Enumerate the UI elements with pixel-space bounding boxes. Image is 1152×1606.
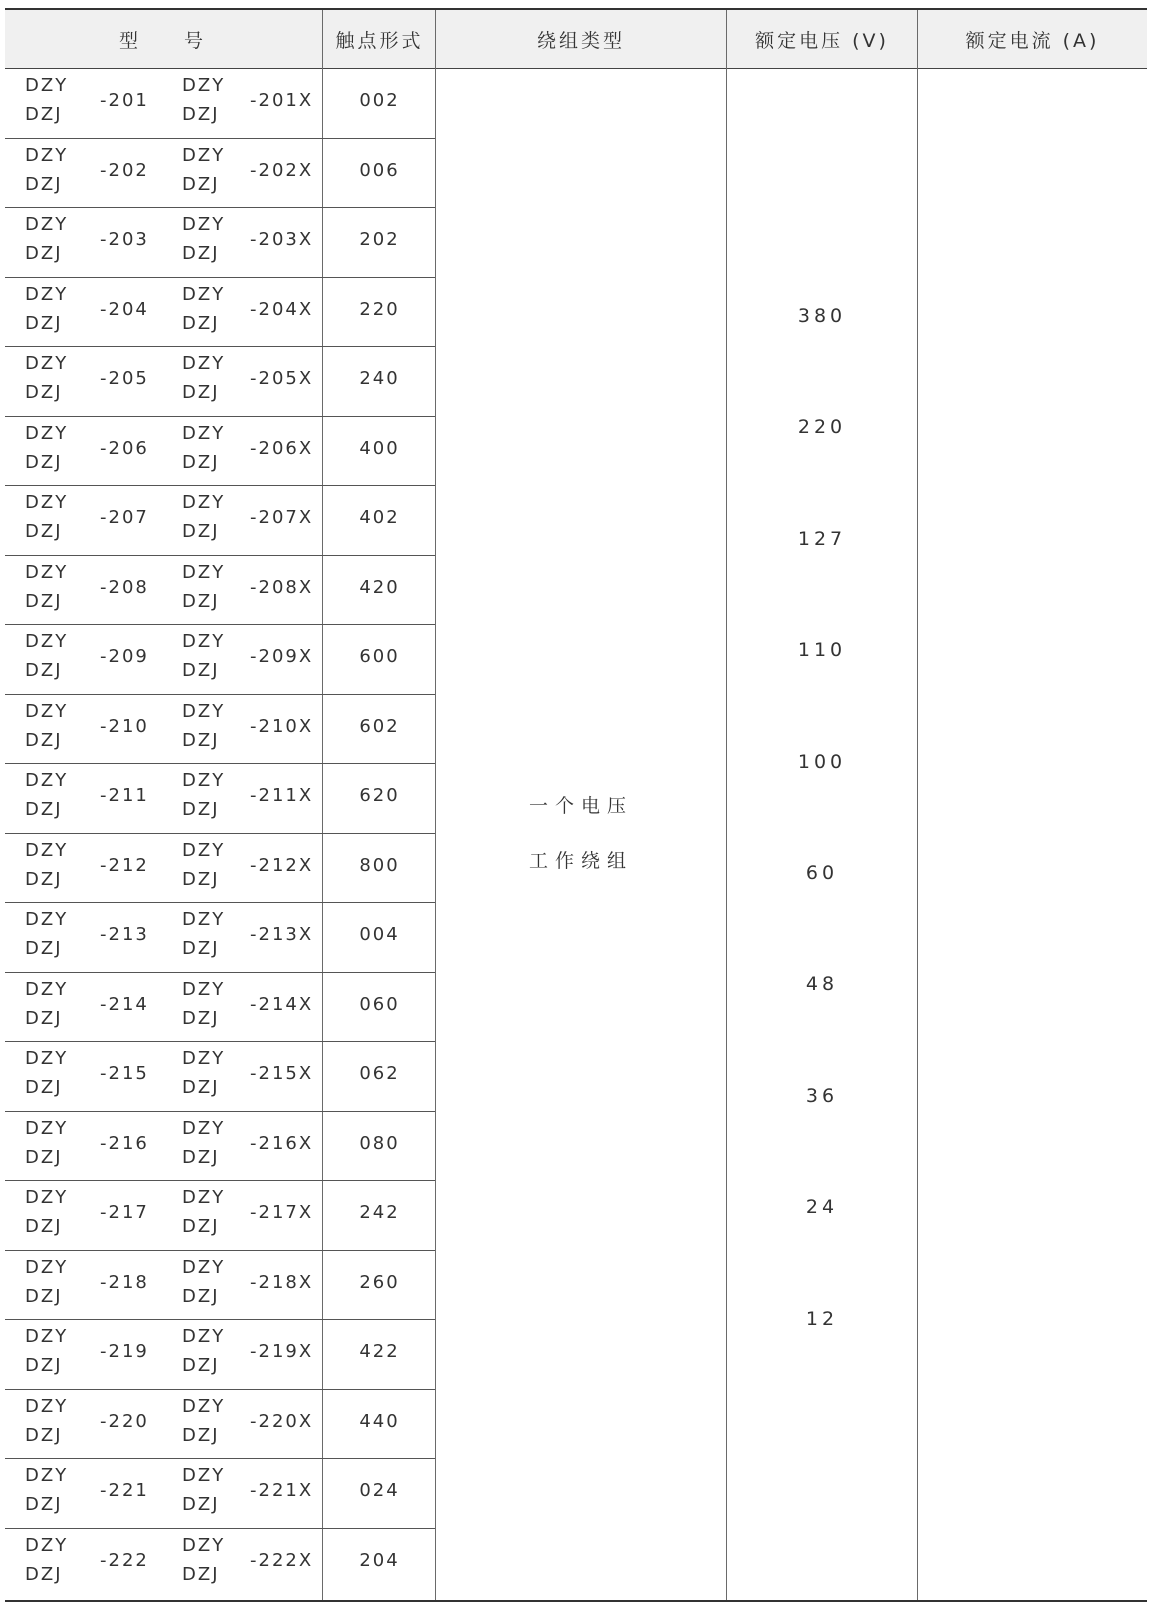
model-prefix-dzy: DZY: [25, 144, 69, 166]
model-number: -204: [100, 298, 149, 320]
table-row: [5, 556, 435, 626]
rated-current-cell: [918, 69, 1147, 1600]
model-x-number: -214X: [250, 993, 314, 1015]
contact-form-value: 080: [359, 1132, 400, 1154]
model-prefix-dzy: DZY: [25, 978, 69, 1000]
model-prefix-dzy: DZY: [25, 1534, 69, 1556]
rated-voltage-value: 36: [805, 1085, 839, 1107]
contact-form-value: 062: [359, 1063, 400, 1084]
table-row: [5, 764, 435, 834]
rated-voltage-value: 12: [805, 1308, 839, 1330]
model-prefix-dzj: DZJ: [25, 173, 63, 195]
header-rated-current: 额定电流 (A): [965, 30, 1100, 52]
rated-voltage-value: 60: [805, 862, 839, 884]
model-prefix-dzj: DZJ: [25, 590, 63, 612]
model-prefix-dzy: DZY: [25, 1048, 69, 1069]
model-prefix-dzj: DZJ: [25, 660, 63, 681]
model-x-prefix-dzj: DZJ: [182, 1563, 220, 1585]
model-x-number: -201X: [250, 90, 314, 111]
model-number: -201: [100, 90, 149, 111]
model-x-prefix-dzj: DZJ: [182, 1424, 220, 1446]
header-contact-form: 触点形式: [335, 30, 424, 52]
model-x-number: -218X: [250, 1271, 314, 1293]
model-number: -206: [100, 437, 149, 459]
contact-form-value: 420: [359, 576, 400, 598]
model-x-prefix-dzj: DZJ: [182, 1216, 220, 1237]
rated-voltage-value: 380: [797, 305, 847, 327]
contact-form-value: 204: [359, 1549, 400, 1571]
header-rated-voltage: 额定电压 (V): [755, 30, 889, 52]
model-x-number: -202X: [250, 159, 314, 181]
model-x-prefix-dzy: DZY: [182, 770, 226, 791]
model-x-prefix-dzj: DZJ: [182, 868, 220, 890]
table-row: [5, 1529, 435, 1599]
model-x-prefix-dzy: DZY: [182, 283, 226, 305]
model-prefix-dzy: DZY: [25, 1465, 69, 1486]
model-prefix-dzy: DZY: [25, 1187, 69, 1208]
model-x-number: -204X: [250, 298, 314, 320]
table-row: [5, 417, 435, 487]
model-prefix-dzy: DZY: [25, 770, 69, 791]
contact-form-value: 602: [359, 715, 400, 737]
model-x-prefix-dzy: DZY: [182, 1256, 226, 1278]
contact-form-value: 004: [359, 924, 400, 945]
model-number: -216: [100, 1132, 149, 1154]
model-number: -212: [100, 854, 149, 876]
table-row: [5, 1390, 435, 1460]
model-x-number: -221X: [250, 1480, 314, 1501]
model-prefix-dzy: DZY: [25, 1395, 69, 1417]
model-x-number: -216X: [250, 1132, 314, 1154]
model-prefix-dzj: DZJ: [25, 1146, 63, 1168]
model-x-prefix-dzy: DZY: [182, 1395, 226, 1417]
contact-form-value: 002: [359, 90, 400, 111]
model-x-number: -203X: [250, 229, 314, 250]
model-prefix-dzj: DZJ: [25, 451, 63, 473]
model-prefix-dzj: DZJ: [25, 382, 63, 403]
model-x-prefix-dzy: DZY: [182, 1534, 226, 1556]
model-x-prefix-dzy: DZY: [182, 214, 226, 235]
model-prefix-dzy: DZY: [25, 909, 69, 930]
rated-voltage-value: 48: [805, 973, 839, 995]
model-prefix-dzj: DZJ: [25, 1355, 63, 1376]
model-x-number: -219X: [250, 1341, 314, 1362]
model-x-prefix-dzy: DZY: [182, 1117, 226, 1139]
model-x-prefix-dzy: DZY: [182, 631, 226, 652]
model-number: -213: [100, 924, 149, 945]
model-x-prefix-dzy: DZY: [182, 144, 226, 166]
model-x-prefix-dzj: DZJ: [182, 382, 220, 403]
winding-type-line-2: 工作绕组: [528, 850, 633, 872]
model-prefix-dzj: DZJ: [25, 1424, 63, 1446]
model-x-prefix-dzj: DZJ: [182, 1355, 220, 1376]
table-row: [5, 1042, 435, 1112]
model-x-prefix-dzy: DZY: [182, 492, 226, 513]
model-prefix-dzy: DZY: [25, 283, 69, 305]
rated-voltage-value: 100: [797, 751, 847, 773]
model-prefix-dzj: DZJ: [25, 1563, 63, 1585]
model-x-number: -208X: [250, 576, 314, 598]
model-prefix-dzj: DZJ: [25, 938, 63, 959]
model-x-prefix-dzy: DZY: [182, 422, 226, 444]
contact-form-value: 024: [359, 1480, 400, 1501]
model-x-prefix-dzy: DZY: [182, 353, 226, 374]
model-prefix-dzj: DZJ: [25, 1285, 63, 1307]
contact-form-value: 220: [359, 298, 400, 320]
model-prefix-dzy: DZY: [25, 1326, 69, 1347]
model-prefix-dzy: DZY: [25, 353, 69, 374]
model-rows: [5, 69, 435, 1598]
model-number: -203: [100, 229, 149, 250]
table-row: [5, 625, 435, 695]
model-x-number: -220X: [250, 1410, 314, 1432]
model-x-prefix-dzy: DZY: [182, 1326, 226, 1347]
model-x-prefix-dzj: DZJ: [182, 799, 220, 820]
model-number: -222: [100, 1549, 149, 1571]
model-x-number: -205X: [250, 368, 314, 389]
model-x-number: -209X: [250, 646, 314, 667]
contact-form-value: 620: [359, 785, 400, 806]
model-x-prefix-dzj: DZJ: [182, 1146, 220, 1168]
table-row: [5, 139, 435, 209]
contact-form-value: 400: [359, 437, 400, 459]
contact-form-value: 242: [359, 1202, 400, 1223]
model-number: -221: [100, 1480, 149, 1501]
model-x-number: -217X: [250, 1202, 314, 1223]
model-prefix-dzj: DZJ: [25, 729, 63, 751]
model-prefix-dzj: DZJ: [25, 1007, 63, 1029]
winding-type-line-1: 一个电压: [528, 795, 633, 817]
table-row: [5, 1251, 435, 1321]
model-number: -214: [100, 993, 149, 1015]
model-number: -205: [100, 368, 149, 389]
model-prefix-dzy: DZY: [25, 1256, 69, 1278]
rated-voltage-value: 127: [797, 528, 847, 550]
table-row: [5, 1181, 435, 1251]
model-prefix-dzy: DZY: [25, 631, 69, 652]
model-number: -211: [100, 785, 149, 806]
model-x-prefix-dzj: DZJ: [182, 938, 220, 959]
model-number: -209: [100, 646, 149, 667]
contact-form-value: 260: [359, 1271, 400, 1293]
model-x-prefix-dzy: DZY: [182, 561, 226, 583]
contact-form-value: 440: [359, 1410, 400, 1432]
model-prefix-dzj: DZJ: [25, 521, 63, 542]
header-model-char-1: 型: [118, 30, 141, 52]
spec-table: [5, 8, 1147, 1602]
contact-form-value: 240: [359, 368, 400, 389]
model-prefix-dzy: DZY: [25, 839, 69, 861]
table-row: [5, 695, 435, 765]
model-x-prefix-dzy: DZY: [182, 700, 226, 722]
model-x-prefix-dzy: DZY: [182, 1187, 226, 1208]
table-row: [5, 834, 435, 904]
model-x-prefix-dzj: DZJ: [182, 451, 220, 473]
model-x-prefix-dzy: DZY: [182, 1048, 226, 1069]
model-x-number: -206X: [250, 437, 314, 459]
model-prefix-dzj: DZJ: [25, 243, 63, 264]
rated-voltage-cell: [727, 69, 917, 1600]
table-row: [5, 1112, 435, 1182]
model-prefix-dzj: DZJ: [25, 868, 63, 890]
model-x-prefix-dzj: DZJ: [182, 312, 220, 334]
model-x-prefix-dzy: DZY: [182, 839, 226, 861]
table-row: [5, 973, 435, 1043]
table-row: [5, 903, 435, 973]
model-x-prefix-dzj: DZJ: [182, 243, 220, 264]
table-row: [5, 1320, 435, 1390]
model-prefix-dzj: DZJ: [25, 1077, 63, 1098]
model-number: -215: [100, 1063, 149, 1084]
model-prefix-dzy: DZY: [25, 561, 69, 583]
header-winding-type: 绕组类型: [536, 30, 625, 52]
header-model-char-2: 号: [183, 30, 206, 52]
model-x-prefix-dzj: DZJ: [182, 1007, 220, 1029]
model-prefix-dzj: DZJ: [25, 799, 63, 820]
model-x-number: -210X: [250, 715, 314, 737]
table-row: [5, 278, 435, 348]
model-prefix-dzj: DZJ: [25, 1494, 63, 1515]
model-x-prefix-dzj: DZJ: [182, 1285, 220, 1307]
model-x-prefix-dzj: DZJ: [182, 590, 220, 612]
table-row: [5, 69, 435, 139]
model-x-prefix-dzj: DZJ: [182, 729, 220, 751]
model-x-prefix-dzj: DZJ: [182, 521, 220, 542]
model-prefix-dzy: DZY: [25, 422, 69, 444]
rated-voltage-value: 24: [805, 1196, 839, 1218]
model-prefix-dzy: DZY: [25, 214, 69, 235]
model-x-number: -222X: [250, 1549, 314, 1571]
table-header: [5, 10, 1147, 69]
model-number: -218: [100, 1271, 149, 1293]
contact-form-value: 422: [359, 1341, 400, 1362]
table-row: [5, 486, 435, 556]
model-x-prefix-dzy: DZY: [182, 978, 226, 1000]
model-x-number: -213X: [250, 924, 314, 945]
model-x-number: -211X: [250, 785, 314, 806]
model-x-prefix-dzy: DZY: [182, 909, 226, 930]
model-x-number: -207X: [250, 507, 314, 528]
table-row: [5, 347, 435, 417]
contact-form-value: 402: [359, 507, 400, 528]
contact-form-value: 006: [359, 159, 400, 181]
rated-voltage-value: 110: [797, 639, 847, 661]
model-x-prefix-dzy: DZY: [182, 1465, 226, 1486]
model-x-number: -212X: [250, 854, 314, 876]
model-prefix-dzy: DZY: [25, 700, 69, 722]
model-x-prefix-dzj: DZJ: [182, 1077, 220, 1098]
model-x-prefix-dzj: DZJ: [182, 660, 220, 681]
contact-form-value: 060: [359, 993, 400, 1015]
model-prefix-dzj: DZJ: [25, 312, 63, 334]
model-number: -208: [100, 576, 149, 598]
contact-form-value: 202: [359, 229, 400, 250]
model-prefix-dzy: DZY: [25, 1117, 69, 1139]
table-bottom-rule: [5, 1600, 1147, 1602]
model-x-prefix-dzj: DZJ: [182, 1494, 220, 1515]
contact-form-value: 600: [359, 646, 400, 667]
model-x-number: -215X: [250, 1063, 314, 1084]
winding-type-cell: [436, 69, 726, 1600]
model-number: -207: [100, 507, 149, 528]
model-x-prefix-dzj: DZJ: [182, 173, 220, 195]
model-prefix-dzy: DZY: [25, 492, 69, 513]
model-number: -202: [100, 159, 149, 181]
model-prefix-dzj: DZJ: [25, 1216, 63, 1237]
model-prefix-dzj: DZJ: [25, 104, 63, 125]
table-row: [5, 208, 435, 278]
model-prefix-dzy: DZY: [25, 75, 69, 96]
table-row: [5, 1459, 435, 1529]
model-number: -217: [100, 1202, 149, 1223]
model-number: -210: [100, 715, 149, 737]
contact-form-value: 800: [359, 854, 400, 876]
model-number: -220: [100, 1410, 149, 1432]
model-x-prefix-dzj: DZJ: [182, 104, 220, 125]
model-x-prefix-dzy: DZY: [182, 75, 226, 96]
rated-voltage-value: 220: [797, 416, 847, 438]
model-number: -219: [100, 1341, 149, 1362]
